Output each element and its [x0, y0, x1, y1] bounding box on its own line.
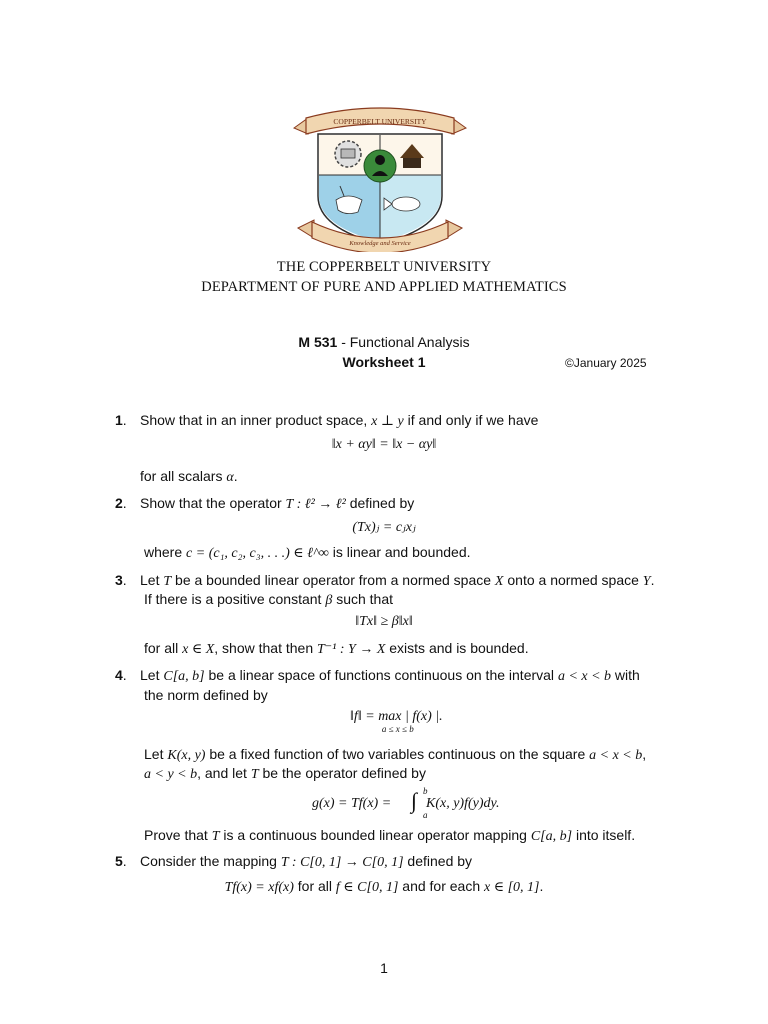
problem-5-intro: Consider the mapping T : C[0, 1] → C[0, 1] defined by — [140, 853, 473, 870]
department-name: DEPARTMENT OF PURE AND APPLIED MATHEMATICS — [201, 279, 567, 295]
crest-motto: Knowledge and Service — [349, 240, 411, 247]
problem-3-line-1: Let T be a bounded linear operator from a normed space X onto a normed space Y. — [140, 572, 655, 589]
problem-1-after: for all scalars α. — [140, 468, 238, 485]
university-crest — [288, 104, 472, 252]
problem-4-line-3: Let K(x, y) be a fixed function of two variables continuous on the square a < x < b, — [144, 746, 647, 763]
worksheet-title: Worksheet 1 — [342, 354, 426, 370]
problem-4-line-1: Let C[a, b] be a linear space of functions continuous on the interval a < x < b with — [140, 667, 640, 684]
problem-3-equation: ‖Tx‖ ≥ β‖x‖ — [355, 614, 413, 629]
problem-3-line-3: for all x ∈ X, show that then T⁻¹ : Y → X exists and is bounded. — [144, 640, 529, 657]
problem-3-line-2: If there is a positive constant β such that — [144, 591, 394, 608]
page-number: 1 — [380, 960, 388, 976]
problem-4-line-2: the norm defined by — [144, 687, 268, 703]
problem-1-intro: Show that in an inner product space, x ⊥ y if and only if we have — [140, 412, 539, 429]
problem-4-line-4: a < y < b, and let T be the operator defined by — [144, 765, 426, 782]
problem-2-equation: (Tx)ⱼ = cⱼxⱼ — [352, 520, 416, 535]
course-title: - Functional Analysis — [337, 334, 470, 350]
problem-5-equation: Tf(x) = xf(x) for all f ∈ C[0, 1] and for each x ∈ [0, 1]. — [224, 878, 544, 895]
problem-2-number: 2. — [115, 495, 127, 511]
problem-1-equation: ‖x + αy‖ = ‖x − αy‖ — [331, 437, 437, 452]
problem-2-where: where c = (c₁, c₂, c₃, . . .) ∈ ℓ^∞ is linear and bounded. — [144, 544, 471, 561]
problem-3-number: 3. — [115, 572, 127, 588]
university-name: THE COPPERBELT UNIVERSITY — [276, 259, 492, 275]
date-label: ©January 2025 — [565, 356, 647, 370]
problem-4-norm-equation: ‖f‖ = max $^{a \le x \le b}$ | f(x) |. — [350, 709, 443, 734]
problem-2-intro: Show that the operator T : ℓ² → ℓ² defined by — [140, 495, 415, 512]
problem-1-number: 1. — [115, 412, 127, 428]
problem-4-line-5: Prove that T is a continuous bounded linear operator mapping C[a, b] into itself. — [144, 827, 636, 844]
problem-4-integral-equation: g(x) = Tf(x) = ∫ b a K(x, y)f(y)dy. — [312, 786, 500, 820]
crest-top-text: COPPERBELT UNIVERSITY — [333, 117, 427, 126]
course-code: M 531 — [298, 334, 338, 350]
course-title-line — [0, 334, 768, 350]
problem-5-number: 5. — [115, 853, 127, 869]
problem-4-number: 4. — [115, 667, 127, 683]
